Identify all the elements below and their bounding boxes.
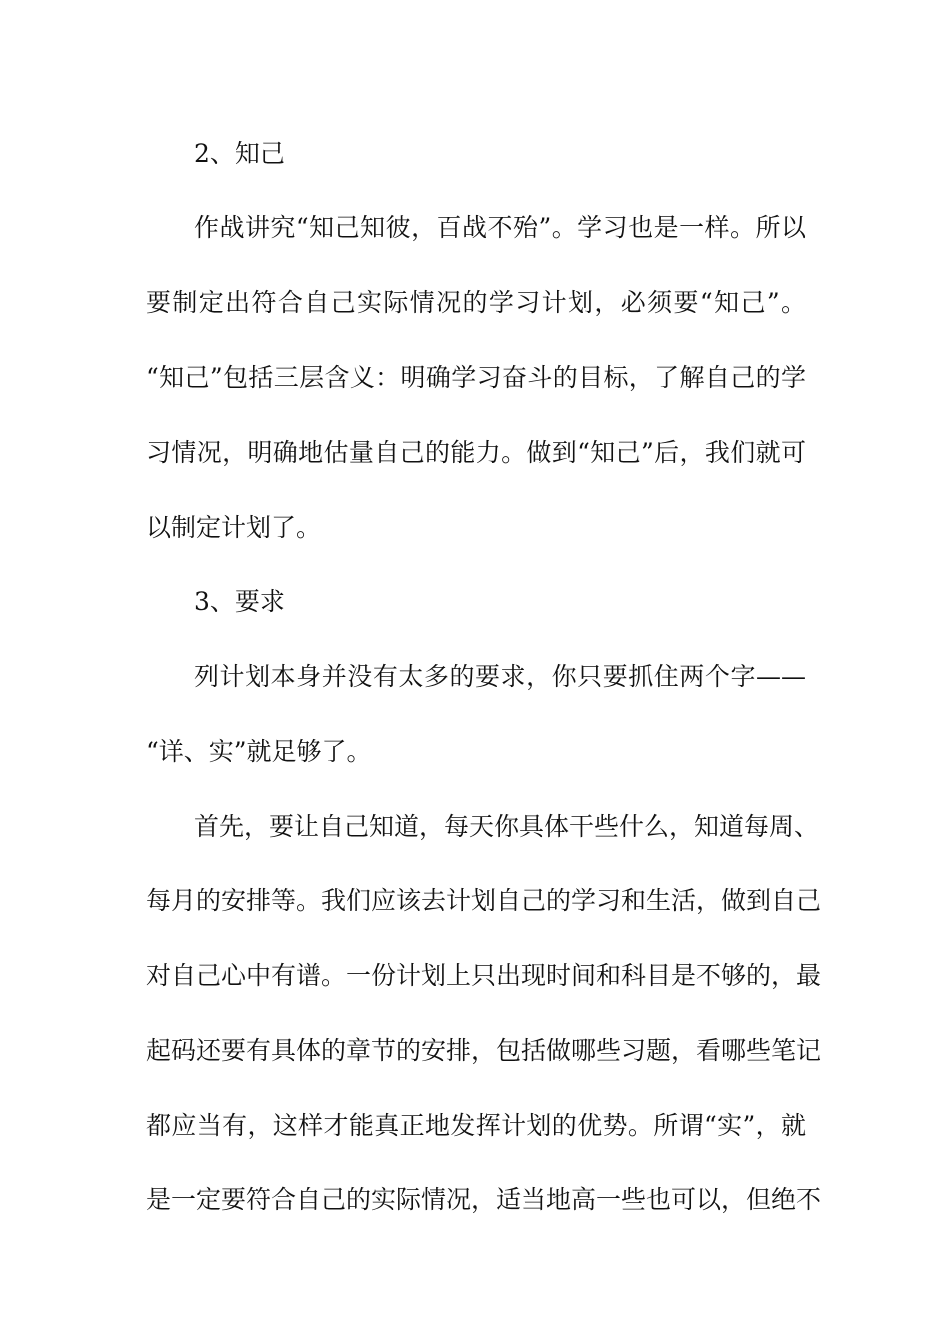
section-heading-zhiji: 2、知己 — [194, 139, 285, 168]
paragraph-line: 首先，要让自己知道，每天你具体干些什么，知道每周、 — [194, 812, 820, 841]
paragraph-line: “知己”包括三层含义：明确学习奋斗的目标，了解自己的学 — [146, 363, 806, 392]
paragraph-line: 以制定计划了。 — [146, 513, 322, 542]
paragraph-line: 作战讲究“知己知彼，百战不殆”。学习也是一样。所以 — [194, 213, 806, 242]
paragraph-line: 对自己心中有谱。一份计划上只出现时间和科目是不够的，最 — [146, 961, 822, 990]
paragraph-line: 习情况，明确地估量自己的能力。做到“知己”后，我们就可 — [146, 438, 806, 467]
paragraph-line: “详、实”就足够了。 — [146, 737, 372, 766]
paragraph-line: 列计划本身并没有太多的要求，你只要抓住两个字—— — [194, 662, 806, 691]
section-heading-yaoqiu: 3、要求 — [194, 587, 285, 616]
paragraph-line: 起码还要有具体的章节的安排，包括做哪些习题，看哪些笔记 — [146, 1036, 822, 1065]
paragraph-line: 每月的安排等。我们应该去计划自己的学习和生活，做到自己 — [146, 886, 822, 915]
paragraph-line: 是一定要符合自己的实际情况，适当地高一些也可以，但绝不 — [146, 1185, 822, 1214]
paragraph-line: 要制定出符合自己实际情况的学习计划，必须要“知己”。 — [146, 288, 806, 317]
paragraph-line: 都应当有，这样才能真正地发挥计划的优势。所谓“实”，就 — [146, 1111, 806, 1140]
